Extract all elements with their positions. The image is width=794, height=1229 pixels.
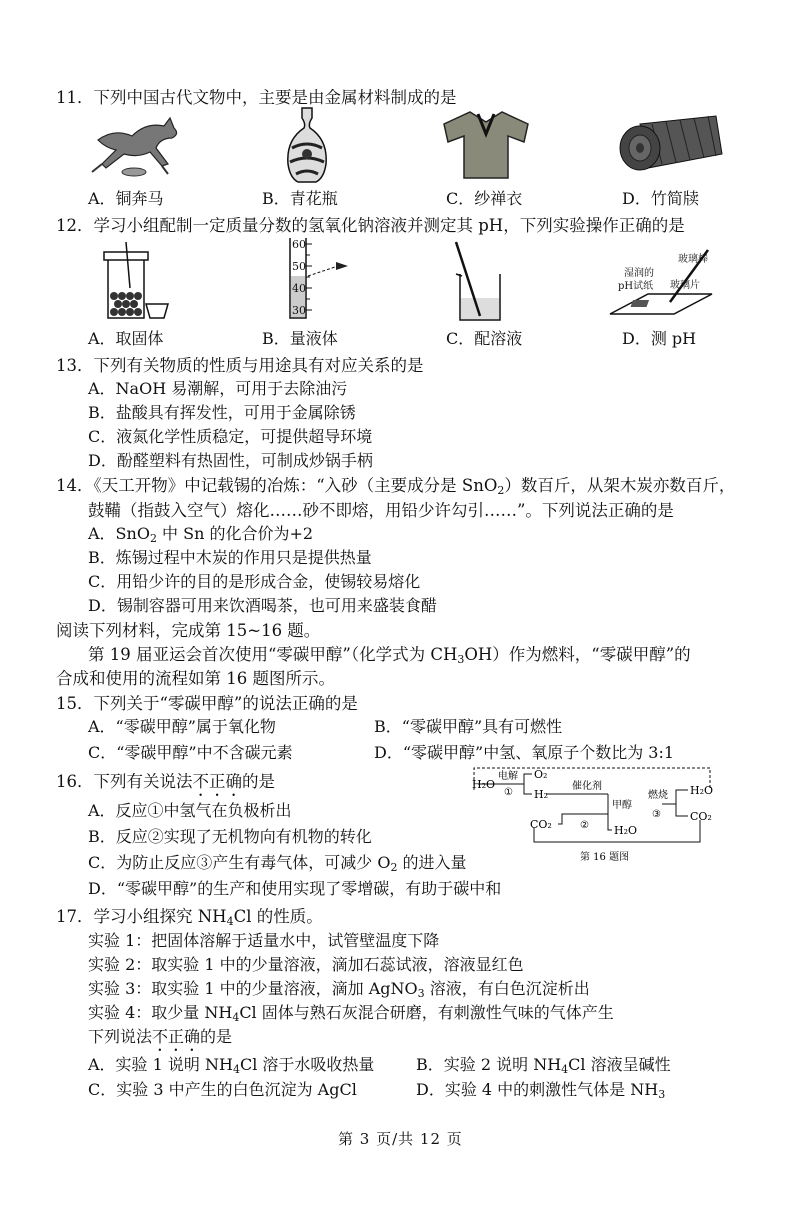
diagram-step3: ③ — [652, 809, 661, 820]
diagram-combustion: 燃烧 — [648, 790, 668, 801]
diagram-co2-right: CO₂ — [690, 810, 712, 823]
diagram-catalyst: 催化剂 — [572, 781, 602, 792]
q17-exp1: 实验 1：把固体溶解于适量水中，试管壁温度下降 — [88, 931, 440, 950]
diagram-step1: ① — [504, 787, 513, 798]
q15-stem: 15．下列关于“零碳甲醇”的说法正确的是 — [56, 694, 358, 713]
diagram-methanol: 甲醇 — [612, 800, 632, 811]
q17-exp2: 实验 2：取实验 1 中的少量溶液，滴加石蕊试液，溶液显红色 — [88, 955, 524, 974]
q17-option-d: D．实验 4 中的刺激性气体是 $NH_3$ — [416, 1080, 666, 1101]
q13-option-d: D．酚醛塑料有热固性，可制成炒锅手柄 — [88, 451, 373, 470]
q12-option-b: B．量液体 — [262, 329, 338, 348]
take-solid-diagram — [94, 238, 174, 324]
q15-option-d: D．“零碳甲醇”中氢、氧原子个数比为 3:1 — [374, 743, 675, 762]
diagram-h2: H₂ — [534, 788, 549, 801]
q16-option-c: C．为防止反应③产生有毒气体，可减少 $O_2$ 的进入量 — [88, 853, 467, 874]
cylinder-tick-40: 40 — [292, 282, 306, 295]
q13-option-b: B．盐酸具有挥发性，可用于金属除锈 — [88, 403, 356, 422]
diagram-o2: O₂ — [534, 768, 548, 781]
q16-option-a: A．反应①中氢气在负极析出 — [88, 801, 292, 820]
ph-label-paper: pH试纸 — [618, 281, 654, 292]
q17-stem: 17．学习小组探究 $NH_4Cl$ 的性质。 — [56, 907, 323, 928]
cylinder-tick-30: 30 — [292, 304, 306, 317]
reading-para-line1: 第 19 届亚运会首次使用“零碳甲醇”（化学式为 $CH_3OH$）作为燃料，“零碳甲醇”的 — [88, 645, 691, 666]
q11-stem: 11．下列中国古代文物中，主要是由金属材料制成的是 — [56, 88, 457, 107]
q12-stem: 12．学习小组配制一定质量分数的氢氧化钠溶液并测定其 pH，下列实验操作正确的是 — [56, 216, 685, 235]
q15-option-b: B．“零碳甲醇”具有可燃性 — [374, 717, 563, 736]
diagram-step2: ② — [580, 820, 589, 831]
q14-option-a: A．SnO$_2$ 中 Sn 的化合价为+2 — [88, 524, 314, 545]
q17-exp3: 实验 3：取实验 1 中的少量溶液，滴加 AgNO$_3$ 溶液，有白色沉淀析出 — [88, 979, 590, 1000]
ph-label-moist: 湿润的 — [624, 268, 654, 279]
q13-option-c: C．液氮化学性质稳定，可提供超导环境 — [88, 427, 373, 446]
q16-option-b: B．反应②实现了无机物向有机物的转化 — [88, 827, 372, 846]
q17-exp4: 实验 4：取少量 $NH_4Cl$ 固体与熟石灰混合研磨，有刺激性气味的气体产生 — [88, 1003, 614, 1024]
beaker-dissolve-diagram — [452, 240, 522, 324]
ph-label-glass-rod: 玻璃棒 — [678, 254, 708, 265]
q13-option-a: A．NaOH 易潮解，可用于去除油污 — [88, 379, 348, 398]
diagram-caption: 第 16 题图 — [580, 852, 630, 863]
q11-option-a: A．铜奔马 — [88, 189, 164, 208]
cylinder-tick-60: 60 — [292, 238, 306, 251]
q11-option-d: D．竹简牍 — [622, 189, 699, 208]
diagram-electrolysis: 电解 — [498, 771, 518, 782]
q17-option-a: A．实验 1 说明 $NH_4Cl$ 溶于水吸收热量 — [88, 1055, 375, 1076]
bronze-horse-image — [84, 108, 184, 180]
q14-line1: 14．《天工开物》中记载锡的冶炼：“入砂（主要成分是 SnO$_2$）数百斤，从架木炭亦数百斤， — [56, 476, 736, 497]
q15-option-a: A．“零碳甲醇”属于氧化物 — [88, 717, 276, 736]
q14-line2: 鼓鞴（指鼓入空气）熔化……砂不即熔，用铅少许勾引……”。下列说法正确的是 — [88, 501, 674, 520]
reading-para-line2: 合成和使用的流程如第 16 题图所示。 — [56, 669, 335, 688]
page-footer: 第 3 页/共 12 页 — [338, 1130, 463, 1148]
gauze-robe-image — [440, 108, 532, 180]
diagram-h2o-mid: H₂O — [614, 824, 638, 837]
bamboo-slips-image — [612, 110, 724, 176]
q12-option-a: A．取固体 — [88, 329, 164, 348]
blue-white-vase-image — [282, 104, 332, 184]
diagram-h2o-right: H₂O — [690, 784, 714, 797]
q14-option-d: D．锡制容器可用来饮酒喝茶，也可用来盛装食醋 — [88, 596, 437, 615]
q16-stem: 16．下列有关说法不正确的是 — [56, 772, 275, 791]
q11-option-b: B．青花瓶 — [262, 189, 338, 208]
q17-option-b: B．实验 2 说明 $NH_4Cl$ 溶液呈碱性 — [416, 1055, 671, 1076]
q14-option-c: C．用铅少许的目的是形成合金，使锡较易熔化 — [88, 572, 421, 591]
q16-option-d: D．“零碳甲醇”的生产和使用实现了零增碳，有助于碳中和 — [88, 879, 502, 898]
q14-option-b: B．炼锡过程中木炭的作用只是提供热量 — [88, 548, 372, 567]
q12-option-d: D．测 pH — [622, 329, 697, 348]
cylinder-tick-50: 50 — [292, 260, 306, 273]
q16-flow-diagram — [462, 762, 724, 868]
reading-intro: 阅读下列材料，完成第 15~16 题。 — [56, 621, 321, 640]
q15-option-c: C．“零碳甲醇”中不含碳元素 — [88, 743, 293, 762]
diagram-h2o-left: H₂O — [472, 778, 496, 791]
q17-option-c: C．实验 3 中产生的白色沉淀为 AgCl — [88, 1080, 357, 1099]
diagram-co2-in: CO₂ — [530, 818, 552, 831]
ph-label-glass-plate: 玻璃片 — [670, 280, 700, 291]
q11-option-c: C．纱禅衣 — [446, 189, 523, 208]
q12-option-c: C．配溶液 — [446, 329, 523, 348]
q17-ask: 下列说法不正确的是 — [88, 1027, 233, 1046]
q13-stem: 13．下列有关物质的性质与用途具有对应关系的是 — [56, 356, 424, 375]
